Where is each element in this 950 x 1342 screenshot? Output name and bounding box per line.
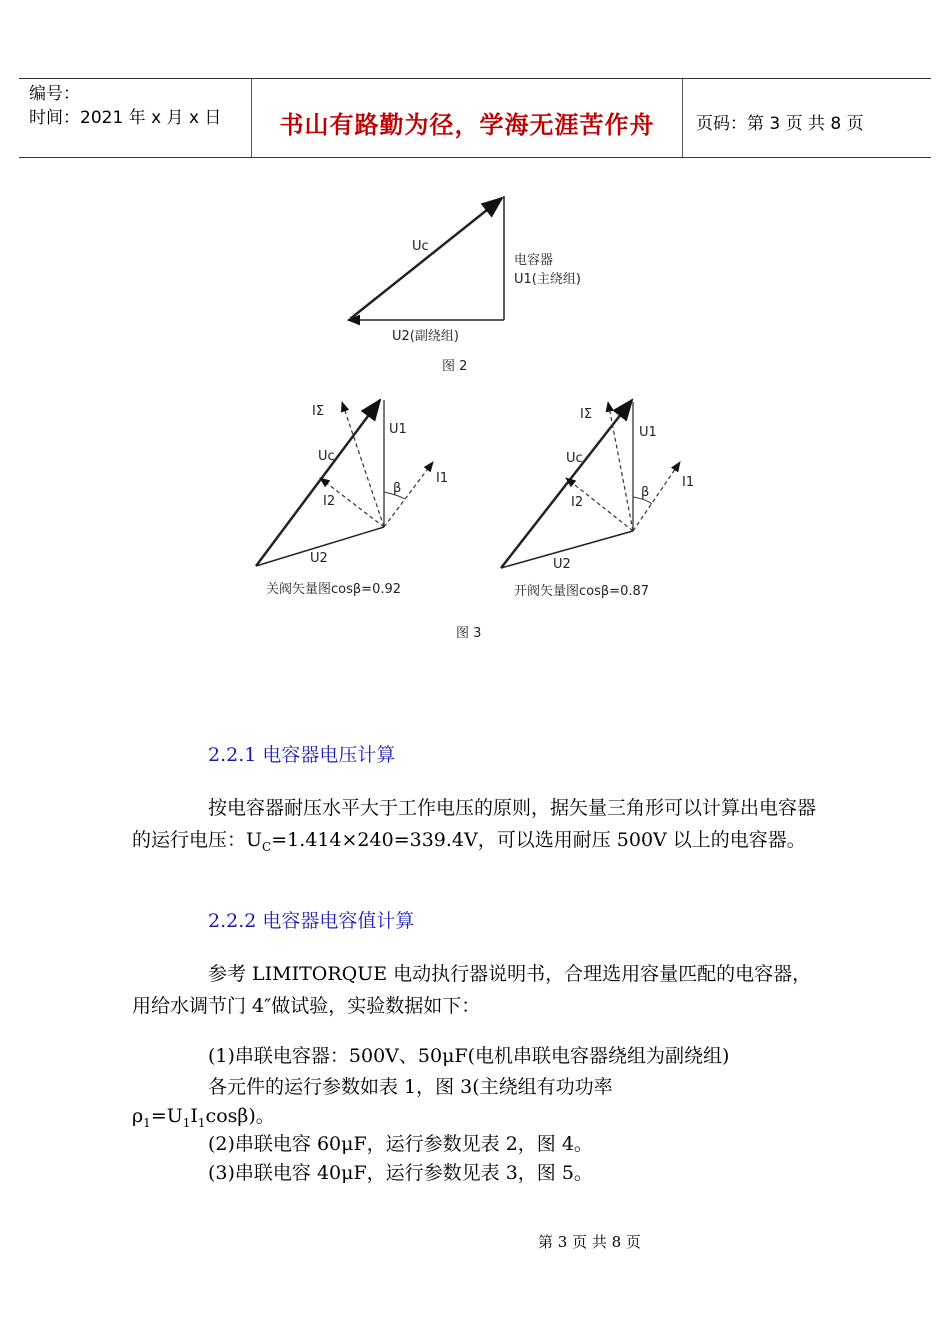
rho-a: ρ [132,1105,144,1127]
fig3l-uc-vector [256,400,380,566]
section-221-subscript: C [262,839,272,854]
section-222-heading: 2.2.2 电容器电容值计算 [208,910,415,932]
rho-d: cosβ)。 [205,1105,275,1127]
rho-sub3: 1 [197,1115,206,1130]
motto: 书山有路勤为径，学海无涯苦作舟 [279,111,655,139]
list-item-3: (3)串联电容 40μF，运行参数见表 3，图 5。 [208,1162,593,1184]
fig3l-isum-label: IΣ [312,404,325,419]
section-221-text-b: =1.414×240=339.4V，可以选用耐压 500V 以上的电容器。 [271,829,806,851]
section-221-text-a: 按电容器耐压水平大于工作电压的原则，据矢量三角形可以计算出电容器的运行电压：U [132,797,817,851]
list-item-1-cont: 各元件的运行参数如表 1，图 3(主绕组有功功率 [208,1076,613,1098]
section-222-paragraph: 参考 LIMITORQUE 电动执行器说明书，合理选用容量匹配的电容器，用给水调节门 4″做试验，实验数据如下： [132,963,812,1017]
fig2-uc-label: Uc [412,239,429,254]
rho-b: =U [150,1105,183,1127]
fig2-capacitor-label: 电容器 [514,253,554,268]
fig3l-u2-label: U2 [310,551,328,566]
fig2-uc-vector [350,198,502,319]
fig3l-u1-label: U1 [389,422,407,437]
fig3l-beta-label: β [393,481,402,496]
fig3r-i2-label: I2 [571,495,584,510]
fig3-caption: 图 3 [456,626,482,641]
fig3r-isum-vector [608,402,633,531]
fig3l-i1-vector [384,462,433,527]
list-item-1: (1)串联电容器：500V、50μF(电机串联电容器绕组为副绕组) [208,1045,730,1067]
fig3l-caption: 关阀矢量图cosβ=0.92 [266,582,402,597]
fig3r-uc-label: Uc [566,451,583,466]
fig2-u1-label: U1(主绕组) [514,272,581,287]
list-item-2: (2)串联电容 60μF，运行参数见表 2，图 4。 [208,1133,593,1155]
fig3r-u1-label: U1 [639,425,657,440]
fig3r-isum-label: IΣ [580,407,593,422]
section-221-paragraph [132,792,822,863]
figure-3-left [256,400,448,597]
fig3r-i1-label: I1 [682,475,695,490]
rho-sub2: 1 [182,1115,191,1130]
fig2-u2-label: U2(副绕组) [392,329,459,344]
fig3r-u2-label: U2 [553,557,571,572]
fig3r-caption: 开阀矢量图cosβ=0.87 [514,584,650,599]
fig2-caption: 图 2 [442,359,468,374]
fig3l-i1-label: I1 [436,471,449,486]
time-label: 时间：2021 年 x 月 x 日 [29,108,222,128]
figure-2 [348,196,581,374]
rho-sub: 1 [143,1115,151,1130]
section-221-heading: 2.2.1 电容器电压计算 [208,744,396,766]
page-info: 页码：第 3 页 共 8 页 [696,114,864,134]
fig3l-uc-label: Uc [318,449,335,464]
figure-3-right [501,400,694,599]
fig3l-i2-label: I2 [323,494,336,509]
code-label: 编号： [29,84,80,104]
rho-c: I [190,1105,198,1127]
page-footer: 第 3 页 共 8 页 [538,1233,641,1251]
fig3r-beta-label: β [641,485,650,500]
